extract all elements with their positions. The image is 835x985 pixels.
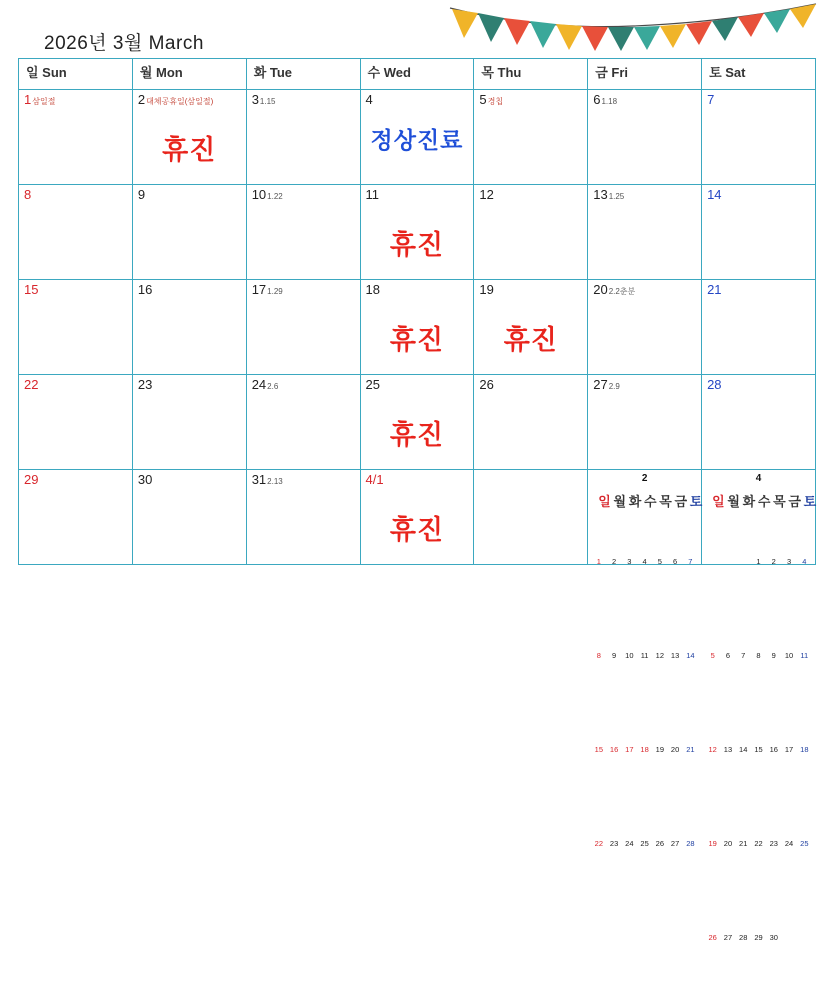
mini-calendar-day: 5	[710, 651, 715, 660]
mini-calendar-day: 29	[754, 933, 763, 942]
day-status-note: 정상진료	[370, 127, 464, 153]
mini-calendar-day: 1	[596, 557, 601, 566]
mini-weekday-header: 일	[598, 493, 611, 509]
mini-calendar-day: 25	[640, 839, 649, 848]
day-number: 8	[24, 187, 32, 202]
calendar-day-cell-thu[interactable]	[474, 185, 588, 280]
calendar-day-cell-thu[interactable]	[474, 90, 588, 185]
mini-weekday-header: 화	[742, 493, 756, 509]
calendar-day-cell-fri[interactable]	[588, 90, 702, 185]
calendar-day-cell-sat[interactable]	[702, 280, 816, 375]
mini-weekday-header: 화	[628, 493, 642, 509]
mini-weekday-header: 수	[757, 493, 771, 509]
day-number: 7	[707, 92, 715, 107]
day-status-note: 휴진	[503, 325, 558, 355]
mini-calendar-day: 24	[784, 839, 794, 848]
mini-calendar-row	[591, 515, 698, 609]
mini-weekday-header: 목	[773, 493, 786, 509]
day-number: 4	[365, 92, 373, 107]
calendar-day-cell-tue[interactable]	[246, 470, 360, 565]
lunar-date: 2.6	[267, 382, 279, 391]
lunar-date: 1.18	[601, 97, 618, 106]
calendar-body	[19, 90, 817, 942]
day-status-note: 휴진	[389, 420, 445, 450]
mini-calendar-day: 25	[800, 839, 809, 848]
calendar-day-cell-fri[interactable]	[588, 470, 703, 848]
mini-calendar-day: 17	[784, 745, 794, 754]
mini-calendar-day: 4	[642, 557, 647, 566]
mini-calendar-day: 20	[723, 839, 733, 848]
day-number: 272.9	[593, 377, 620, 392]
calendar-day-cell-mon[interactable]	[132, 280, 246, 375]
lunar-date: 1.22	[267, 192, 283, 201]
mini-calendar-day: 15	[594, 745, 604, 754]
lunar-date: 2.2춘분	[608, 287, 636, 296]
calendar-day-cell-sat[interactable]	[702, 375, 816, 470]
mini-calendar-day: 2	[612, 557, 617, 566]
holiday-label: 경칩	[487, 97, 504, 106]
day-number: 101.22	[251, 187, 283, 202]
weekday-header-sat: 토 Sat	[702, 59, 816, 90]
day-number: 61.18	[593, 92, 618, 107]
day-number: 31.15	[251, 92, 276, 107]
calendar-week-row	[19, 375, 816, 470]
day-number: 29	[24, 472, 39, 487]
mini-calendar-day: 20	[670, 745, 680, 754]
day-number: 1삼일절	[24, 92, 56, 107]
calendar-day-cell-sat[interactable]	[702, 185, 816, 280]
mini-calendar-day: 7	[741, 651, 746, 660]
calendar-day-cell-wed[interactable]	[360, 375, 474, 470]
calendar-day-cell-wed[interactable]	[360, 280, 474, 375]
day-number: 2대체공휴일(삼일절)	[137, 92, 214, 107]
mini-calendar-day: 12	[708, 745, 717, 754]
calendar-week-row	[19, 90, 816, 185]
day-number: 11	[365, 187, 380, 202]
mini-calendar	[705, 473, 817, 985]
mini-calendar-day: 9	[612, 651, 617, 660]
bunting-decoration	[448, 0, 818, 58]
mini-weekday-header: 수	[643, 493, 657, 509]
mini-calendar-table	[591, 485, 703, 891]
mini-calendar-day: 12	[655, 651, 665, 660]
day-number: 202.2춘분	[593, 282, 636, 297]
weekday-header-tue: 화 Tue	[246, 59, 360, 90]
mini-calendar-table	[705, 485, 817, 985]
bunting-svg	[448, 0, 818, 58]
mini-calendar-day: 21	[686, 745, 695, 754]
mini-calendar-day: 15	[754, 745, 763, 754]
mini-calendar-day: 9	[771, 651, 776, 660]
mini-calendar-day	[736, 515, 751, 609]
weekday-header-mon: 월 Mon	[132, 59, 246, 90]
mini-calendar-day: 11	[640, 651, 649, 660]
mini-calendar-day: 16	[609, 745, 619, 754]
day-status-note: 휴진	[389, 230, 445, 260]
calendar-day-cell-fri[interactable]	[588, 185, 702, 280]
mini-calendar-day: 11	[800, 651, 809, 660]
day-number: 25	[365, 377, 380, 392]
calendar-day-cell-sun[interactable]	[19, 185, 133, 280]
calendar-day-cell-mon[interactable]	[132, 375, 246, 470]
mini-calendar-day: 26	[708, 933, 717, 942]
calendar-header-row	[19, 59, 816, 90]
calendar-day-cell-sun[interactable]	[19, 90, 133, 185]
mini-weekday-header: 목	[659, 493, 672, 509]
mini-calendar-day: 2	[771, 557, 776, 566]
day-number: 19	[479, 282, 494, 297]
calendar-day-cell-fri[interactable]	[588, 375, 702, 470]
calendar-day-cell-tue[interactable]	[246, 375, 360, 470]
mini-calendar-day: 24	[625, 839, 634, 848]
holiday-label: 삼일절	[32, 97, 56, 106]
calendar-day-cell-fri[interactable]	[588, 280, 702, 375]
mini-calendar-day: 18	[800, 745, 809, 754]
day-number: 15	[24, 282, 39, 297]
mini-calendar-title: 4	[755, 473, 762, 484]
day-number: 242.6	[251, 377, 279, 392]
mini-calendar-row	[591, 609, 698, 703]
mini-calendar-day: 4	[802, 557, 807, 566]
day-number: 21	[707, 282, 722, 297]
calendar-day-cell-wed[interactable]	[360, 185, 474, 280]
calendar-day-cell-mon[interactable]	[132, 185, 246, 280]
mini-calendar-row	[705, 891, 812, 985]
calendar-day-cell-sun[interactable]	[19, 280, 133, 375]
mini-calendar-title: 2	[641, 473, 648, 484]
mini-weekday-header: 일	[712, 493, 725, 509]
mini-calendar-row	[705, 609, 812, 703]
mini-calendar-day: 21	[739, 839, 748, 848]
calendar-day-cell-wed[interactable]	[360, 470, 474, 565]
day-number: 14	[707, 187, 722, 202]
day-number: 5경칩	[479, 92, 504, 107]
calendar-day-cell-sun[interactable]	[19, 470, 133, 565]
mini-calendar-day: 16	[769, 745, 778, 754]
holiday-label: 대체공휴일(삼일절)	[146, 97, 214, 106]
mini-weekday-header: 토	[803, 493, 817, 509]
mini-calendar-day: 6	[673, 557, 678, 566]
mini-calendar-day: 10	[625, 651, 634, 660]
weekday-header-sun: 일 Sun	[19, 59, 133, 90]
mini-calendar-day: 14	[686, 651, 695, 660]
mini-calendar-day: 5	[657, 557, 662, 566]
mini-calendar-day: 22	[594, 839, 604, 848]
mini-calendar-day: 8	[756, 651, 761, 660]
mini-calendar-day: 28	[686, 839, 695, 848]
mini-calendar-row	[591, 703, 698, 797]
day-status-note: 휴진	[162, 135, 217, 165]
day-number: 23	[137, 377, 153, 392]
day-number: 171.29	[251, 282, 283, 297]
weekday-header-wed: 수 Wed	[360, 59, 474, 90]
mini-calendar-day: 26	[655, 839, 665, 848]
mini-calendar-day: 23	[769, 839, 778, 848]
day-number: 16	[137, 282, 153, 297]
mini-weekday-header: 금	[674, 493, 688, 509]
lunar-date: 1.29	[267, 287, 283, 296]
calendar-table	[18, 58, 817, 942]
mini-calendar-day: 1	[756, 557, 761, 566]
weekday-header-fri: 금 Fri	[588, 59, 702, 90]
mini-calendar-day: 28	[739, 933, 748, 942]
calendar-day-cell-sat[interactable]	[702, 470, 817, 942]
calendar-day-cell-mon[interactable]	[132, 90, 246, 185]
calendar-day-cell-tue[interactable]	[246, 90, 360, 185]
mini-calendar-row	[705, 515, 812, 609]
mini-calendar-day: 14	[739, 745, 748, 754]
calendar-day-cell-tue[interactable]	[246, 185, 360, 280]
calendar-day-cell-sat[interactable]	[702, 90, 816, 185]
calendar-day-cell-thu[interactable]	[474, 280, 588, 375]
mini-calendar-day	[705, 515, 720, 609]
calendar-week-row	[19, 470, 816, 565]
calendar-day-cell-mon[interactable]	[132, 470, 246, 565]
lunar-date: 2.9	[608, 382, 620, 391]
day-number: 26	[479, 377, 494, 392]
day-number: 12	[479, 187, 494, 202]
mini-calendar-day	[720, 515, 735, 609]
day-number: 30	[137, 472, 153, 487]
mini-calendar	[591, 473, 703, 891]
mini-calendar-day: 22	[754, 839, 763, 848]
mini-calendar-day: 3	[627, 557, 632, 566]
mini-calendar-day: 13	[670, 651, 680, 660]
mini-weekday-header: 토	[689, 493, 703, 509]
calendar-day-cell-thu[interactable]	[474, 470, 588, 565]
lunar-date: 1.15	[259, 97, 276, 106]
mini-weekday-header: 월	[727, 493, 740, 509]
mini-calendar-day: 10	[784, 651, 794, 660]
calendar-day-cell-wed[interactable]	[360, 90, 474, 185]
calendar-week-row	[19, 185, 816, 280]
page-title: 2026년 3월 March	[44, 33, 204, 54]
weekday-header-thu: 목 Thu	[474, 59, 588, 90]
day-number: 4/1	[365, 472, 384, 487]
mini-calendar-row	[705, 797, 812, 891]
mini-calendar-day: 23	[609, 839, 619, 848]
day-number: 9	[137, 187, 146, 202]
lunar-date: 2.13	[267, 477, 283, 486]
mini-calendar-day: 19	[708, 839, 717, 848]
mini-calendar-day: 3	[786, 557, 792, 566]
day-number: 312.13	[251, 472, 283, 487]
mini-calendar-day: 27	[723, 933, 733, 942]
day-number: 131.25	[593, 187, 625, 202]
bunting-flags	[452, 4, 816, 51]
day-status-note: 휴진	[389, 515, 445, 545]
mini-calendar-day	[781, 891, 796, 985]
mini-calendar-day: 27	[670, 839, 680, 848]
day-number: 22	[24, 377, 39, 392]
calendar-week-row	[19, 280, 816, 375]
day-number: 28	[707, 377, 722, 392]
lunar-date: 1.25	[608, 192, 625, 201]
day-status-note: 휴진	[389, 325, 445, 355]
mini-calendar-day: 30	[769, 933, 778, 942]
calendar-day-cell-tue[interactable]	[246, 280, 360, 375]
day-number: 18	[365, 282, 380, 297]
calendar-day-cell-thu[interactable]	[474, 375, 588, 470]
mini-calendar-day: 19	[655, 745, 665, 754]
mini-weekday-header: 금	[788, 493, 801, 509]
mini-calendar-day: 8	[596, 651, 601, 660]
calendar-day-cell-sun[interactable]	[19, 375, 133, 470]
mini-weekday-header: 월	[613, 493, 627, 509]
mini-calendar-day: 7	[688, 557, 693, 566]
mini-calendar-day: 17	[625, 745, 634, 754]
mini-calendar-day: 6	[725, 651, 731, 660]
mini-calendar-day	[797, 891, 812, 985]
mini-calendar-day: 13	[723, 745, 733, 754]
mini-calendar-day: 18	[640, 745, 649, 754]
mini-calendar-row	[591, 797, 698, 891]
mini-calendar-row	[705, 703, 812, 797]
